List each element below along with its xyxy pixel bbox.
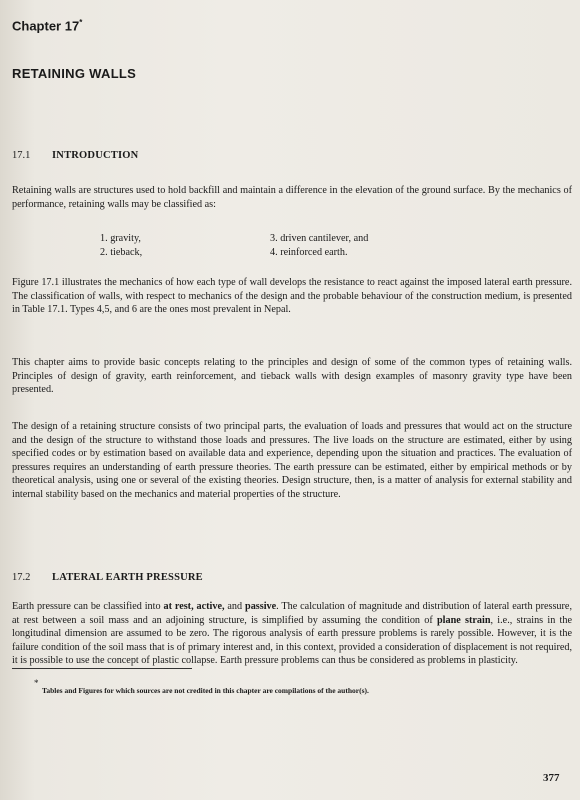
- section-number: 17.1: [12, 150, 31, 161]
- section-title: INTRODUCTION: [52, 150, 139, 161]
- chapter-footnote-mark: *: [79, 18, 83, 27]
- chapter-label: Chapter 17*: [12, 18, 83, 34]
- lateral-pressure-paragraph: Earth pressure can be classified into at rest, active, and passive. The calculation of magnitude and distribution of lateral earth pressure, at rest between a soil mass and an adjoining structure, is simplified by assuming the condition of plane strain, i.e., strains in the longitudinal dimension are assumed to be zero. The rigorous analysis of earth pressure problems is rarely possible. However, it is the failure condition of the soil mass that is of primary interest and, in this context, provided a consideration of displacement is not required, it is possible to use the concept of plastic collapse. Earth pressure problems can thus be considered as problems in plasticity.: [12, 601, 572, 667]
- section-number: 17.2: [12, 572, 31, 583]
- footnote-divider: [12, 668, 192, 669]
- list-item: 1. gravity, 3. driven cantilever, and: [100, 233, 369, 244]
- list-item: 2. tieback, 4. reinforced earth.: [100, 246, 348, 258]
- footnote-mark: *: [34, 678, 39, 688]
- wall-type-list: [100, 232, 400, 259]
- intro-paragraph-1: Retaining walls are structures used to hold backfill and maintain a difference in the elevation of the ground surface. By the mechanics of performance, retaining walls may be classified as:: [12, 185, 572, 210]
- intro-paragraph-3: This chapter aims to provide basic concepts relating to the principles and design of some of the common types of retaining walls. Principles of design of gravity, earth reinforcement, and tieback walls with design examples of masonry gravity type have been presented.: [12, 357, 572, 396]
- section-title: LATERAL EARTH PRESSURE: [52, 572, 203, 583]
- section-heading-introduction: [12, 150, 138, 161]
- intro-paragraph-4: The design of a retaining structure consists of two principal parts, the evaluation of loads and pressures that would act on the structure and the design of the structure to withstand those loads and pressures. The live loads on the structure are estimated, either by using specified codes or by estimation based on available data and experience, depending upon the situation and practices. The evaluation of pressures requires an understanding of earth pressure theories. The earth pressure can be estimated, either by empirical methods or by theoretical analysis, using one or several of the existing theories. Design structure, then, is a matter of analysis for external stability and internal stability based on the mechanics and material properties of the structure.: [12, 421, 572, 500]
- intro-paragraph-2: Figure 17.1 illustrates the mechanics of how each type of wall develops the resistance to react against the imposed lateral earth pressure. The classification of walls, with respect to mechanics of the design and the probable behaviour of the construction medium, is presented in Table 17.1. Types 4,5, and 6 are the ones most prevalent in Nepal.: [12, 277, 572, 316]
- footnote-text: Tables and Figures for which sources are not credited in this chapter are compilations of the author(s).: [42, 686, 369, 695]
- page-number: 377: [543, 772, 560, 784]
- chapter-title: RETAINING WALLS: [12, 66, 137, 81]
- section-heading-lateral-earth-pressure: [12, 572, 203, 583]
